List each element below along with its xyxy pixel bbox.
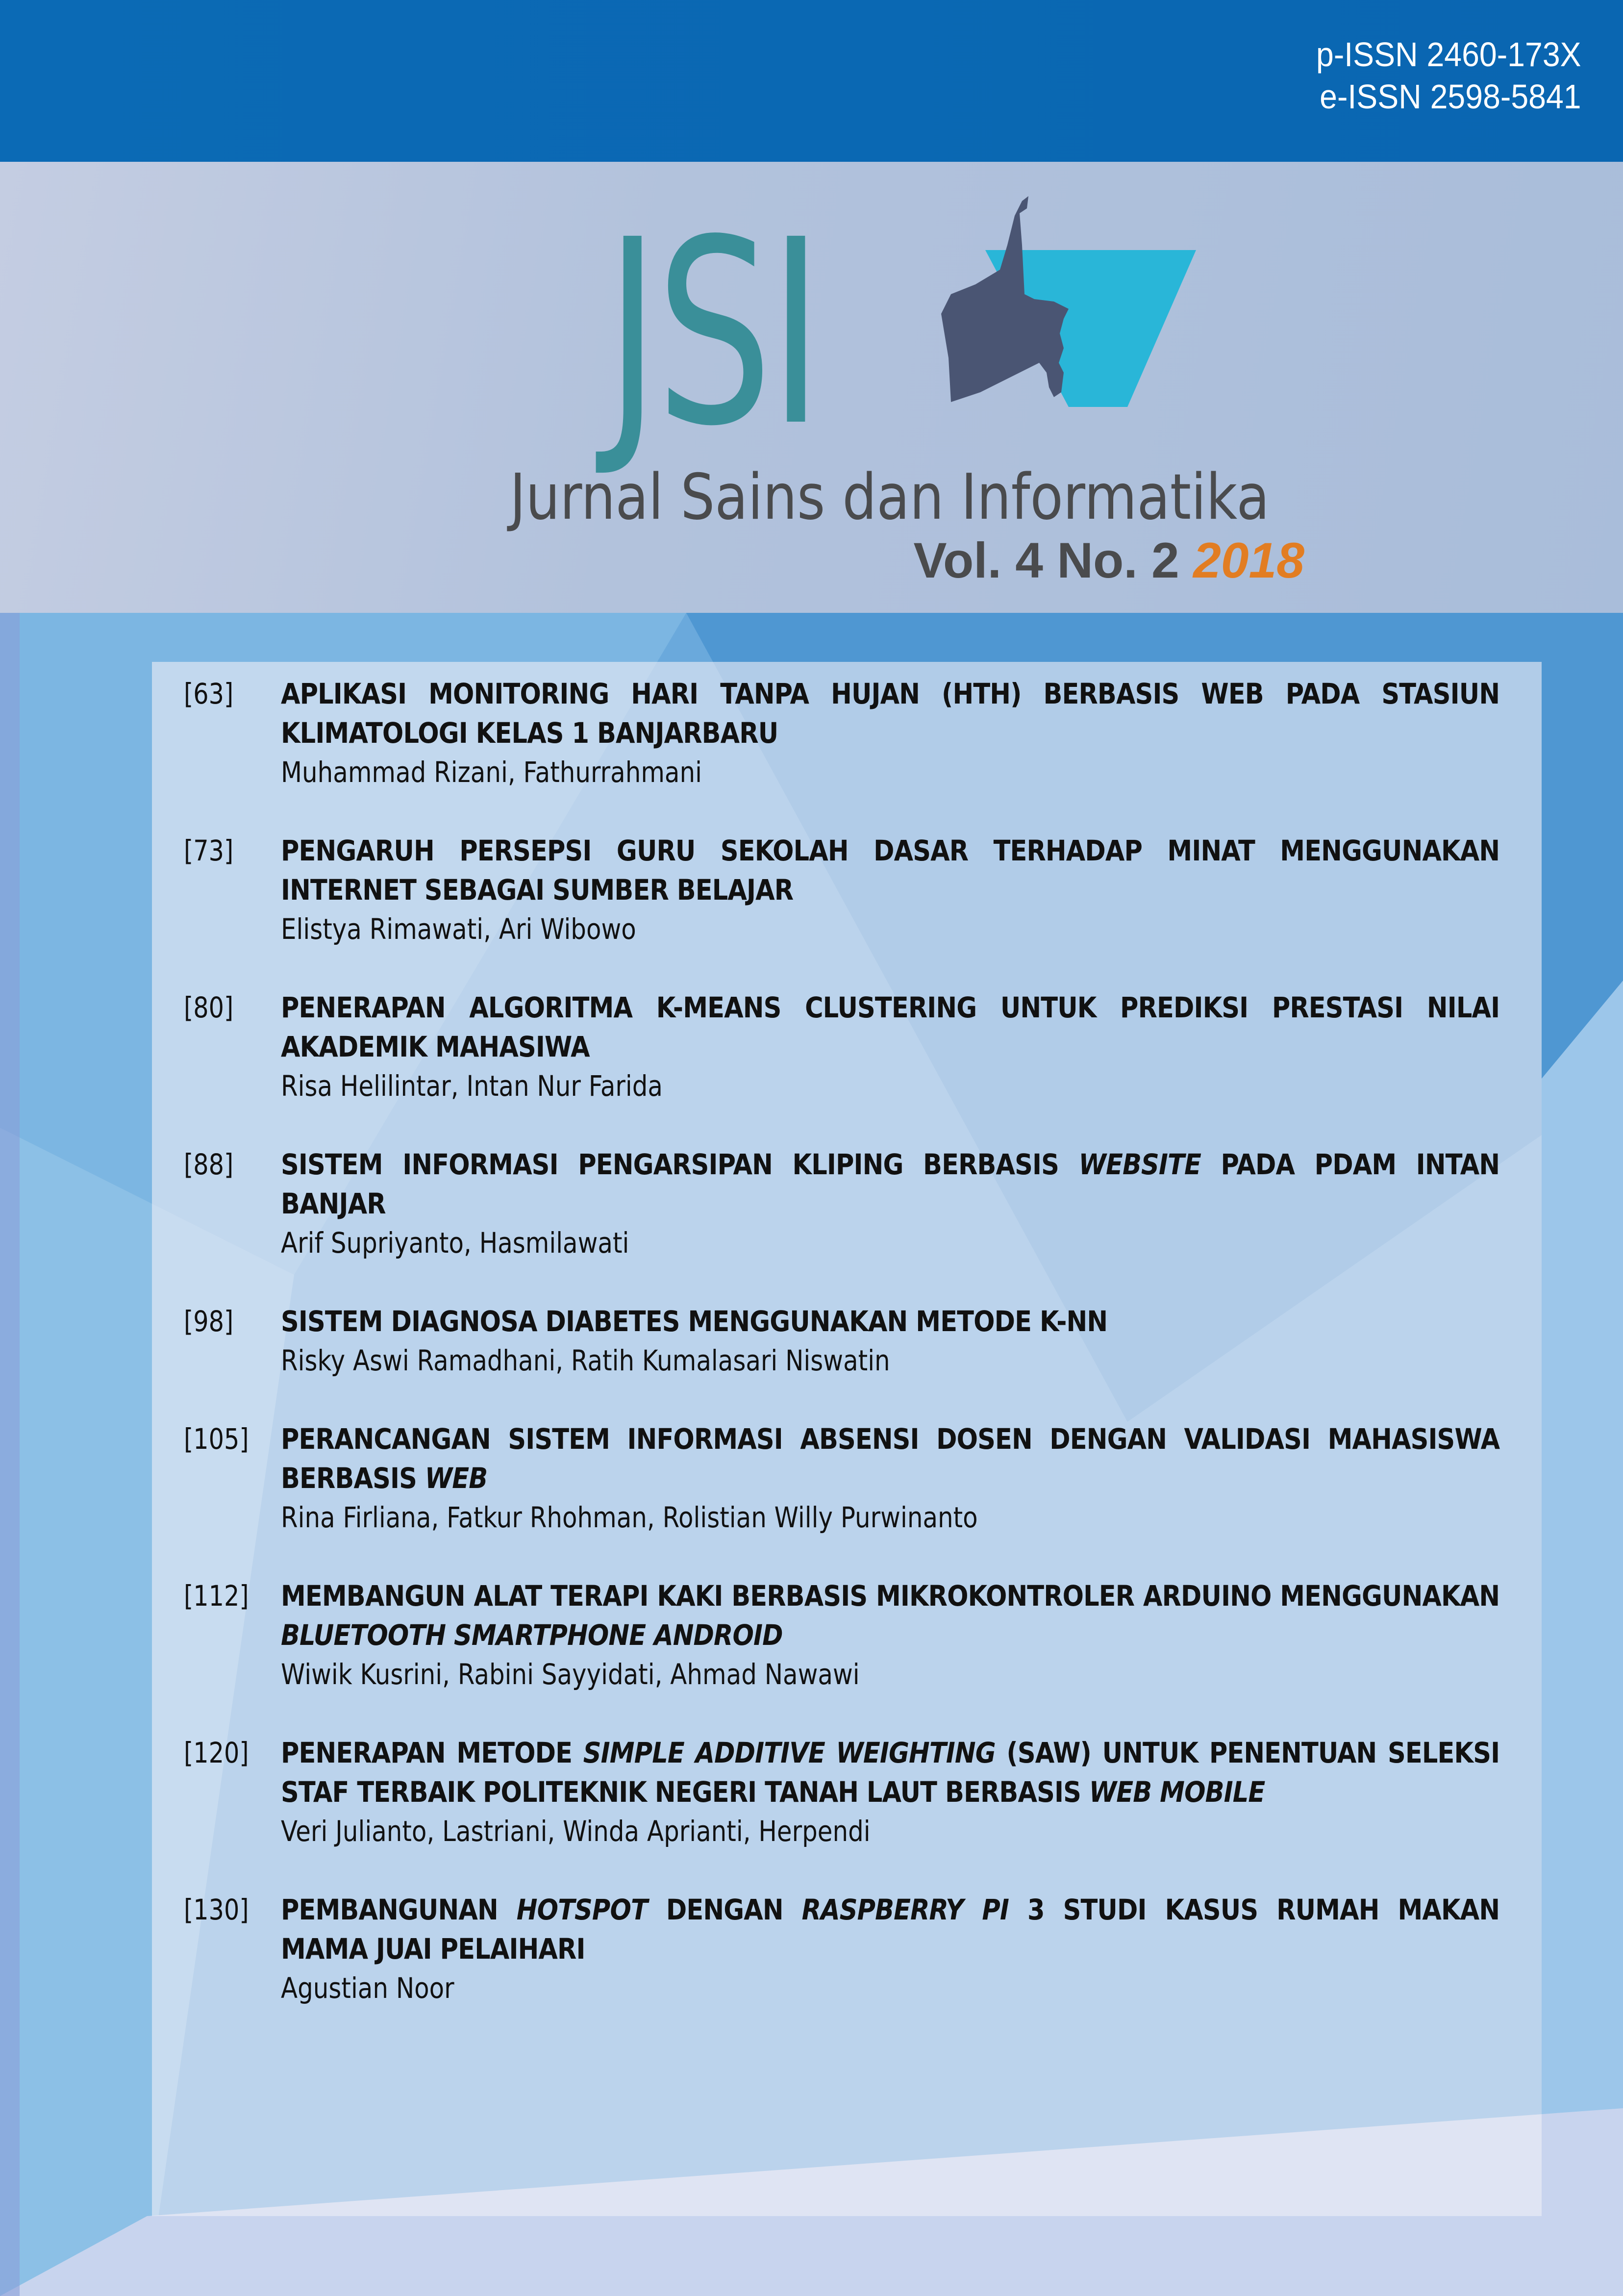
article-title[interactable] xyxy=(281,1419,1499,1498)
page-number: [130] xyxy=(184,1893,249,1926)
article-authors: Muhammad Rizani, Fathurrahmani xyxy=(281,756,702,789)
volume-issue xyxy=(914,532,1305,589)
page-number: [112] xyxy=(184,1579,249,1613)
toc-entry[interactable] xyxy=(184,1890,1500,2008)
toc-entry[interactable] xyxy=(184,1576,1500,1694)
article-title-segment: SISTEM INFORMASI PENGARSIPAN KLIPING BERBASIS xyxy=(281,1148,1079,1181)
page-number: [63] xyxy=(184,677,234,710)
toc-entry[interactable] xyxy=(184,1733,1500,1851)
article-title[interactable] xyxy=(281,674,1499,753)
article-title-segment: PENERAPAN METODE xyxy=(281,1736,583,1769)
article-authors: Risky Aswi Ramadhani, Ratih Kumalasari Niswatin xyxy=(281,1344,890,1377)
article-title[interactable] xyxy=(281,831,1499,909)
article-authors: Veri Julianto, Lastriani, Winda Aprianti, Herpendi xyxy=(281,1815,871,1848)
article-title-segment: SISTEM DIAGNOSA DIABETES MENGGUNAKAN METODE K-NN xyxy=(281,1305,1108,1338)
volume-number: Vol. 4 No. 2 xyxy=(913,532,1179,588)
article-title-segment: PEMBANGUNAN xyxy=(281,1893,517,1926)
article-title-segment: (SAW) UNTUK PENENTUAN SELEKSI STAF TERBAIK POLITEKNIK NEGERI TANAH LAUT BERBASIS xyxy=(281,1736,1500,1809)
article-title-italic-segment: WEB MOBILE xyxy=(1089,1775,1265,1809)
article-title-segment: PADA PDAM INTAN BANJAR xyxy=(281,1148,1500,1220)
article-title[interactable] xyxy=(281,988,1499,1066)
page-number: [73] xyxy=(184,834,234,867)
article-title-segment: DENGAN xyxy=(647,1893,802,1926)
page-number: [120] xyxy=(184,1736,249,1769)
toc-entry[interactable] xyxy=(184,1145,1500,1262)
article-authors: Risa Helilintar, Intan Nur Farida xyxy=(281,1069,663,1103)
article-title-segment: PERANCANGAN SISTEM INFORMASI ABSENSI DOSEN DENGAN VALIDASI MAHASISWA BERBASIS xyxy=(281,1422,1500,1495)
article-title-italic-segment: HOTSPOT xyxy=(516,1893,648,1926)
toc-entry[interactable] xyxy=(184,674,1500,792)
article-title-italic-segment: RASPBERRY PI xyxy=(801,1893,1009,1926)
page-number: [98] xyxy=(184,1305,234,1338)
print-issn: p-ISSN 2460-173X xyxy=(1316,35,1581,74)
page-number: [80] xyxy=(184,991,234,1024)
article-title[interactable] xyxy=(281,1576,1499,1655)
article-title-italic-segment: WEB xyxy=(424,1462,488,1495)
toc-entry[interactable] xyxy=(184,831,1500,949)
issn-block xyxy=(1316,33,1581,118)
page-number: [88] xyxy=(184,1148,234,1181)
article-title-italic-segment: BLUETOOTH SMARTPHONE ANDROID xyxy=(281,1618,783,1652)
article-title[interactable] xyxy=(281,1145,1499,1223)
journal-name: Jurnal Sains dan Informatika xyxy=(510,461,1270,534)
page-number: [105] xyxy=(184,1422,249,1456)
article-title-segment: PENERAPAN ALGORITMA K-MEANS CLUSTERING UNTUK PREDIKSI PRESTASI NILAI AKADEMIK MAHASIWA xyxy=(281,991,1500,1063)
year: 2018 xyxy=(1193,532,1304,588)
article-title-segment: MEMBANGUN ALAT TERAPI KAKI BERBASIS MIKROKONTROLER ARDUINO MENGGUNAKAN xyxy=(281,1579,1500,1613)
toc-entry[interactable] xyxy=(184,1302,1500,1380)
article-authors: Arif Supriyanto, Hasmilawati xyxy=(281,1226,629,1260)
article-title-segment: PENGARUH PERSEPSI GURU SEKOLAH DASAR TERHADAP MINAT MENGGUNAKAN INTERNET SEBAGAI SUMBER BELAJAR xyxy=(281,834,1500,907)
journal-logo-acronym: JSI xyxy=(605,185,820,482)
article-authors: Elistya Rimawati, Ari Wibowo xyxy=(281,912,636,946)
online-issn: e-ISSN 2598-5841 xyxy=(1320,77,1581,116)
article-authors: Rina Firliana, Fatkur Rhohman, Rolistian Willy Purwinanto xyxy=(281,1501,978,1534)
article-authors: Agustian Noor xyxy=(281,1971,454,2005)
article-title-segment: APLIKASI MONITORING HARI TANPA HUJAN (HTH) BERBASIS WEB PADA STASIUN KLIMATOLOGI KELAS 1 BANJARBARU xyxy=(281,677,1500,750)
article-title-segment: 3 STUDI KASUS RUMAH MAKAN MAMA JUAI PELAIHARI xyxy=(281,1893,1500,1966)
article-title[interactable] xyxy=(281,1302,1499,1341)
article-authors: Wiwik Kusrini, Rabini Sayyidati, Ahmad Nawawi xyxy=(281,1658,860,1691)
article-title-italic-segment: SIMPLE ADDITIVE WEIGHTING xyxy=(583,1736,996,1769)
article-title[interactable] xyxy=(281,1733,1499,1812)
toc-entry[interactable] xyxy=(184,1419,1500,1537)
article-title-italic-segment: WEBSITE xyxy=(1078,1148,1201,1181)
article-title[interactable] xyxy=(281,1890,1499,1968)
toc-entry[interactable] xyxy=(184,988,1500,1106)
kalimantan-map-logo-icon xyxy=(922,186,1201,461)
